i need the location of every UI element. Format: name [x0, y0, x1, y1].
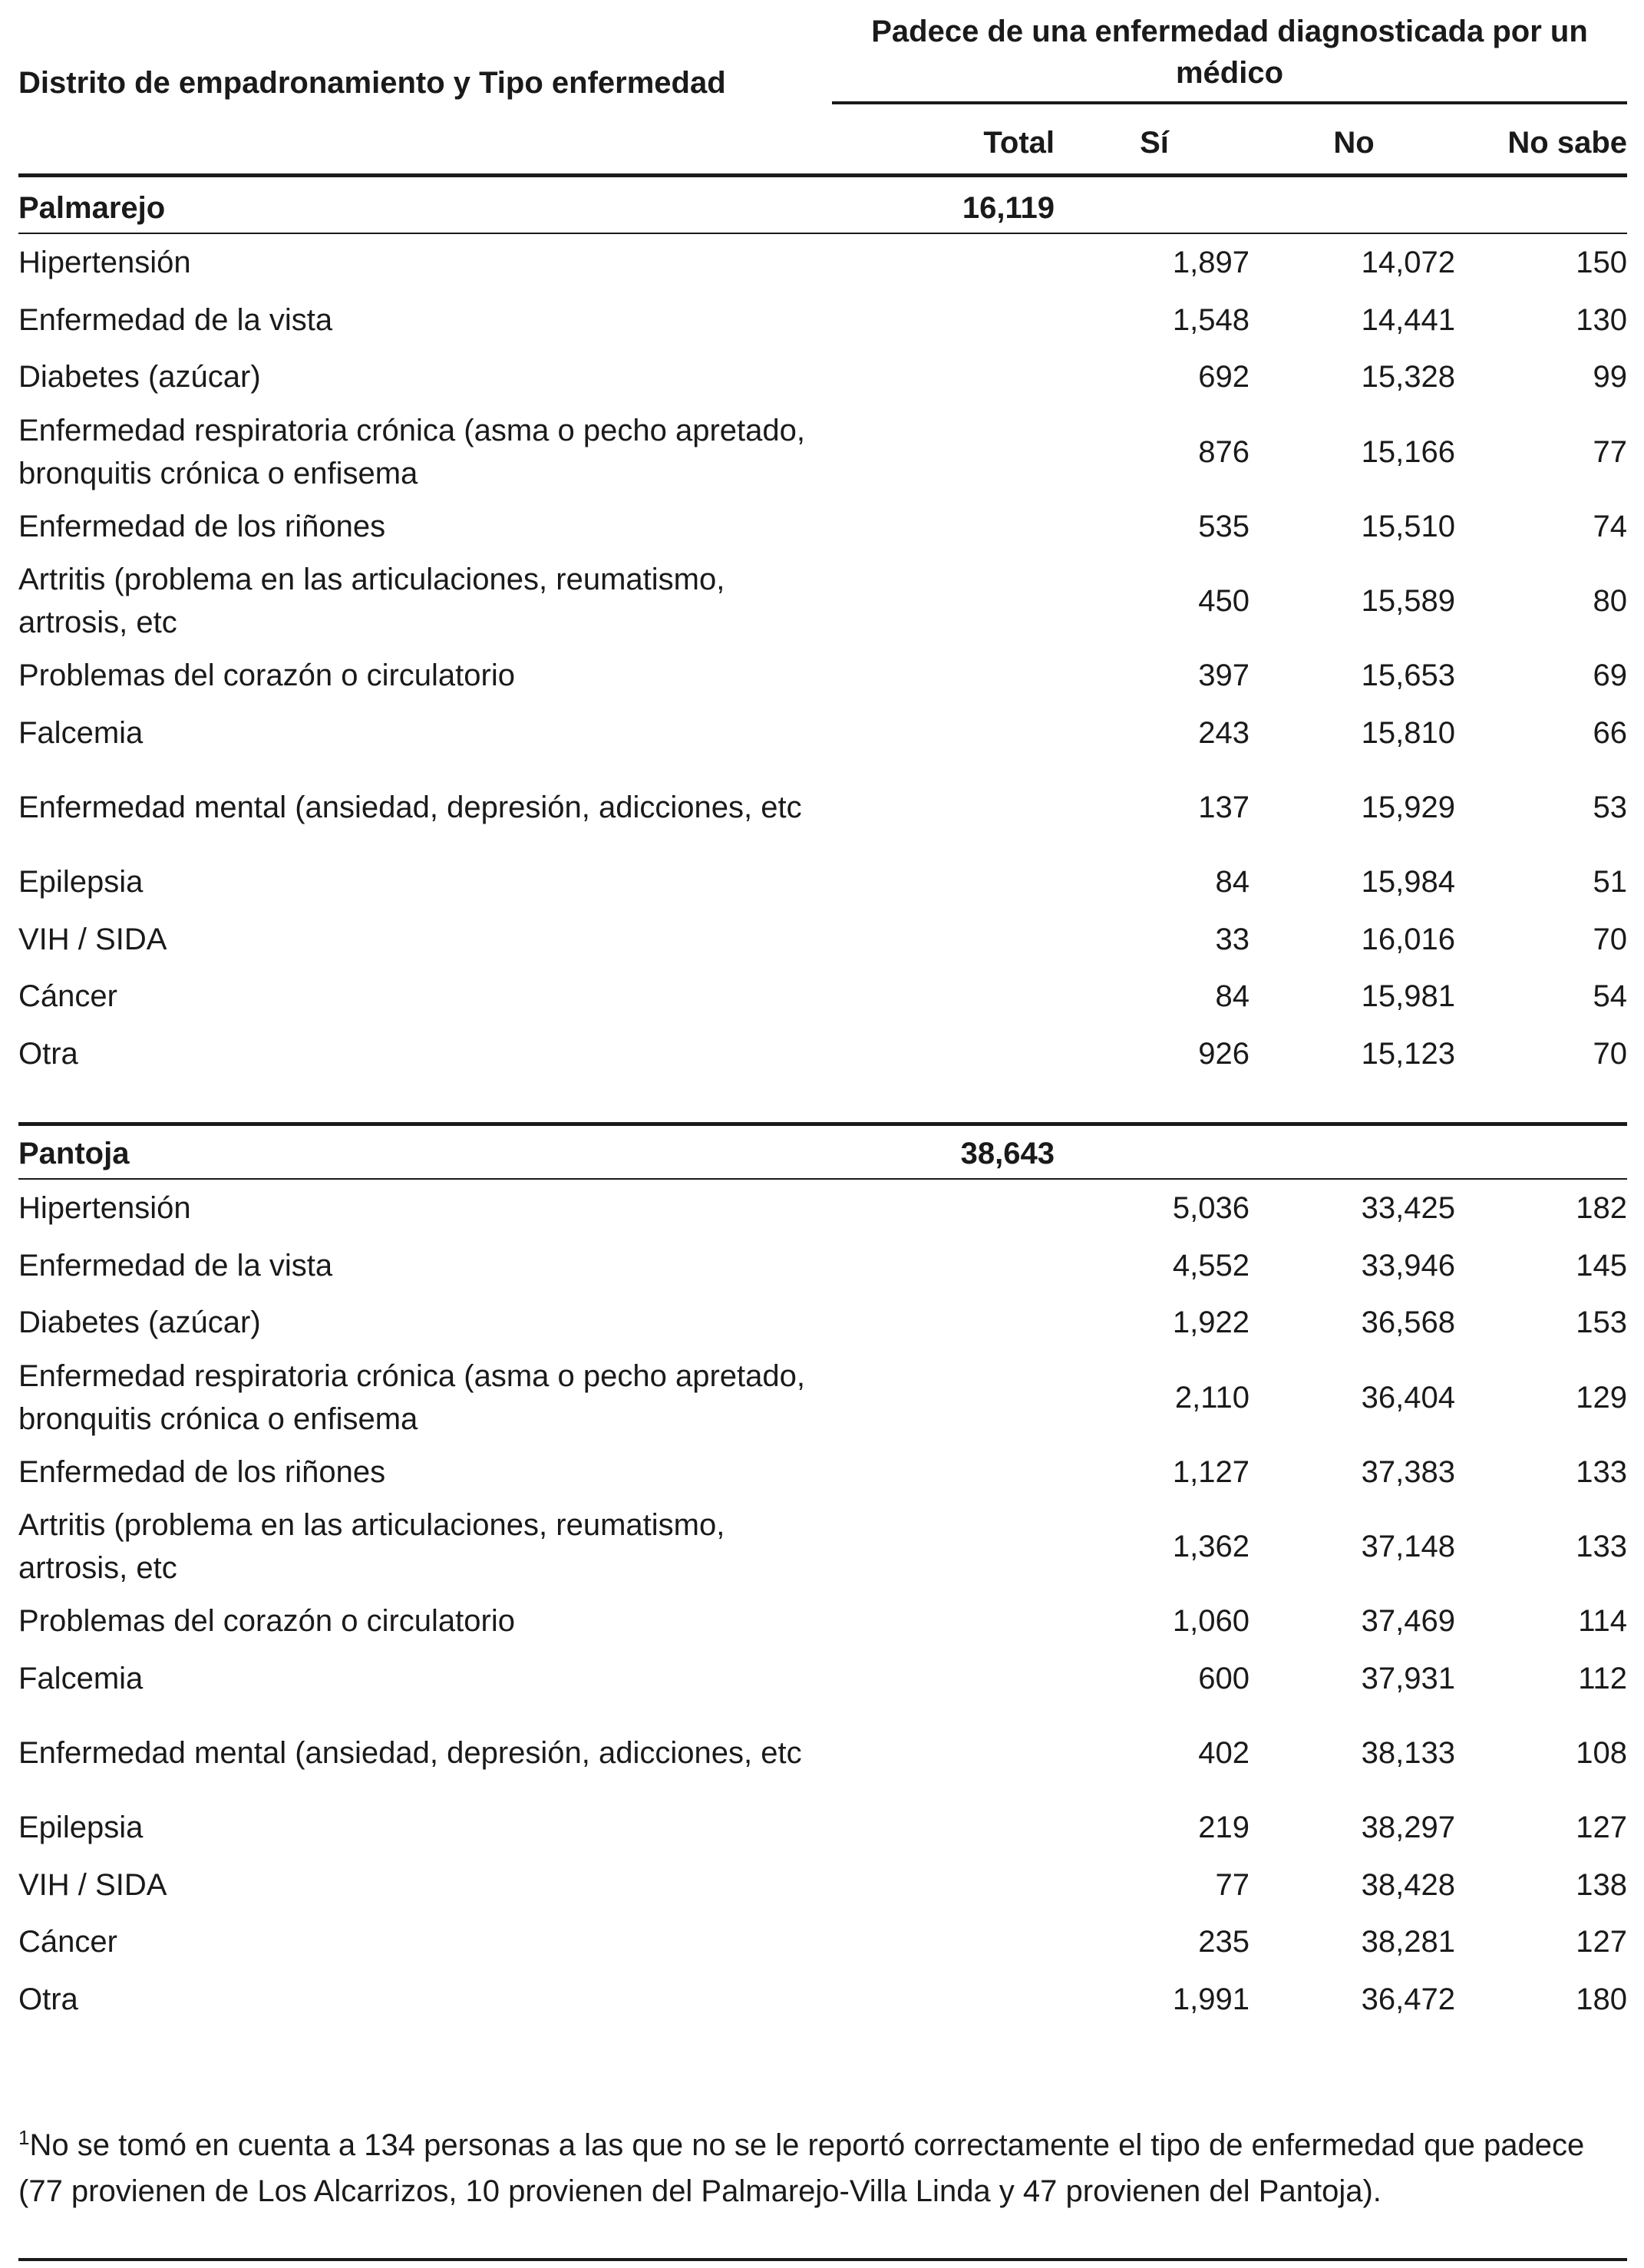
- disease-label: Enfermedad de los riñones: [18, 1454, 386, 1489]
- cell-no: 38,133: [1361, 1736, 1455, 1770]
- disease-label: Otra: [18, 1036, 78, 1071]
- cell-si: 402: [1198, 1736, 1250, 1770]
- cell-no: 36,568: [1361, 1306, 1455, 1340]
- table-row: [18, 853, 1627, 911]
- cell-no: 33,946: [1361, 1248, 1455, 1283]
- cell-no: 15,589: [1361, 584, 1455, 618]
- disease-label: Enfermedad respiratoria crónica (asma o pecho apretado, bronquitis crónica o enfisema: [18, 1358, 805, 1436]
- cell-si: 926: [1198, 1036, 1250, 1071]
- table-row: [18, 234, 1627, 292]
- cell-no: 14,441: [1361, 302, 1455, 337]
- footnote-marker: 1: [18, 2126, 30, 2149]
- table-row: [18, 647, 1627, 705]
- cell-no: 15,929: [1361, 791, 1455, 824]
- cell-si: 397: [1198, 659, 1250, 693]
- cell-si: 137: [1198, 791, 1250, 824]
- disease-label: Problemas del corazón o circulatorio: [18, 659, 515, 693]
- disease-label: Artritis (problema en las articulaciones, reumatismo, artrosis, etc: [18, 563, 725, 639]
- cell-no: 15,166: [1361, 434, 1455, 469]
- table-row: [18, 968, 1627, 1025]
- table-row: [18, 555, 1627, 647]
- table-row: [18, 498, 1627, 556]
- cell-no: 15,810: [1361, 715, 1455, 750]
- disease-label: Epilepsia: [18, 865, 144, 900]
- cell-si: 1,991: [1172, 1982, 1250, 2016]
- disease-label: Enfermedad respiratoria crónica (asma o pecho apretado, bronquitis crónica o enfisema: [18, 413, 805, 490]
- header-bottom-rule: [18, 173, 1627, 177]
- cell-no: 15,981: [1361, 979, 1455, 1014]
- disease-table: [18, 0, 1627, 2028]
- cell-no-sabe: 54: [1593, 979, 1627, 1014]
- cell-no: 36,472: [1361, 1982, 1455, 2016]
- cell-no: 16,016: [1361, 922, 1455, 956]
- table-row: [18, 1025, 1627, 1083]
- cell-no: 15,984: [1361, 865, 1455, 900]
- disease-label: Cáncer: [18, 1925, 117, 1959]
- disease-label: Epilepsia: [18, 1811, 144, 1845]
- column-header-no-sabe: No sabe: [1507, 126, 1627, 160]
- cell-si: 1,548: [1172, 302, 1250, 337]
- section-spacer: [18, 1082, 1627, 1122]
- cell-no-sabe: 51: [1593, 865, 1627, 900]
- cell-no-sabe: 108: [1576, 1736, 1627, 1770]
- table-row: [18, 348, 1627, 406]
- table-row: [18, 1913, 1627, 1971]
- footnote-bottom-rule: [18, 2258, 1627, 2261]
- cell-si: 4,552: [1172, 1248, 1250, 1283]
- table-row: [18, 1707, 1627, 1799]
- cell-si: 692: [1198, 360, 1250, 395]
- cell-si: 243: [1198, 715, 1250, 750]
- section-header: [18, 1126, 1627, 1180]
- section-name: Palmarejo: [18, 191, 166, 225]
- cell-no-sabe: 66: [1593, 715, 1627, 750]
- cell-no: 15,123: [1361, 1036, 1455, 1071]
- section-total: 16,119: [962, 191, 1055, 225]
- table-row: [18, 911, 1627, 969]
- cell-si: 2,110: [1174, 1380, 1250, 1415]
- table-row: [18, 406, 1627, 498]
- cell-no-sabe: 114: [1578, 1604, 1627, 1639]
- group-header: Padece de una enfermedad diagnosticada por un médico: [871, 15, 1588, 90]
- cell-si: 600: [1198, 1661, 1250, 1695]
- cell-no-sabe: 77: [1593, 434, 1627, 469]
- cell-si: 1,897: [1172, 246, 1250, 280]
- cell-si: 84: [1215, 865, 1250, 900]
- cell-no-sabe: 180: [1576, 1982, 1627, 2016]
- cell-si: 535: [1198, 509, 1250, 543]
- cell-si: 1,362: [1172, 1530, 1250, 1563]
- cell-no-sabe: 70: [1593, 1036, 1627, 1071]
- cell-no-sabe: 133: [1576, 1530, 1627, 1563]
- disease-label: VIH / SIDA: [18, 1867, 167, 1902]
- section-pantoja: [18, 1122, 1627, 2028]
- table-row: [18, 1971, 1627, 2029]
- table-row: [18, 1237, 1627, 1295]
- disease-label: Enfermedad de la vista: [18, 302, 333, 337]
- table-row: [18, 1294, 1627, 1352]
- row-label-header: Distrito de empadronamiento y Tipo enfermedad: [18, 66, 726, 100]
- disease-label: Enfermedad de los riñones: [18, 509, 386, 543]
- footnote: [18, 2122, 1627, 2214]
- cell-no-sabe: 112: [1578, 1661, 1627, 1695]
- cell-si: 235: [1198, 1925, 1250, 1959]
- cell-no: 15,510: [1361, 509, 1455, 543]
- cell-no-sabe: 127: [1576, 1925, 1627, 1959]
- cell-no: 37,931: [1361, 1661, 1455, 1695]
- table-row: [18, 705, 1627, 762]
- cell-no: 38,297: [1361, 1811, 1455, 1845]
- column-header-total: Total: [983, 126, 1055, 160]
- cell-no-sabe: 138: [1576, 1867, 1627, 1902]
- disease-label: Falcemia: [18, 1661, 144, 1695]
- table-row: [18, 1593, 1627, 1650]
- disease-label: Otra: [18, 1982, 78, 2016]
- cell-no: 38,281: [1361, 1925, 1455, 1959]
- group-header-rule: [832, 101, 1627, 104]
- cell-no: 37,148: [1361, 1530, 1455, 1563]
- cell-si: 77: [1215, 1867, 1250, 1902]
- disease-label: Enfermedad de la vista: [18, 1248, 333, 1283]
- table-row: [18, 1500, 1627, 1593]
- disease-label: Cáncer: [18, 979, 117, 1014]
- table-header: [18, 0, 1627, 180]
- disease-label: Hipertensión: [18, 1191, 191, 1226]
- cell-no-sabe: 145: [1576, 1248, 1627, 1283]
- cell-si: 33: [1215, 922, 1250, 956]
- cell-no-sabe: 70: [1593, 922, 1627, 956]
- cell-no-sabe: 129: [1576, 1380, 1627, 1415]
- cell-no-sabe: 53: [1593, 791, 1627, 824]
- table-row: [18, 1857, 1627, 1914]
- cell-no-sabe: 150: [1576, 246, 1627, 280]
- section-total: 38,643: [960, 1137, 1055, 1170]
- cell-no: 36,404: [1361, 1380, 1455, 1415]
- table-row: [18, 761, 1627, 853]
- cell-si: 219: [1198, 1811, 1250, 1845]
- cell-no: 37,383: [1361, 1454, 1455, 1489]
- cell-si: 876: [1198, 434, 1250, 469]
- cell-no-sabe: 99: [1593, 360, 1627, 395]
- footnote-text: No se tomó en cuenta a 134 personas a las que no se le reportó correctamente el tipo de enfermedad que padece (77 provienen de Los Alcarrizos, 10 provienen del Palmarejo-Villa Linda y 47 provienen del Pantoja).: [18, 2128, 1585, 2208]
- cell-no: 37,469: [1361, 1604, 1455, 1639]
- cell-no-sabe: 80: [1593, 584, 1627, 618]
- cell-no-sabe: 127: [1576, 1811, 1627, 1845]
- cell-no-sabe: 153: [1576, 1306, 1627, 1340]
- cell-si: 450: [1198, 584, 1250, 618]
- disease-label: Artritis (problema en las articulaciones, reumatismo, artrosis, etc: [18, 1508, 725, 1585]
- table-row: [18, 292, 1627, 349]
- cell-no: 38,428: [1361, 1867, 1455, 1902]
- disease-label: VIH / SIDA: [18, 922, 167, 956]
- cell-si: 1,060: [1172, 1604, 1250, 1639]
- section-name: Pantoja: [18, 1137, 130, 1170]
- table-row: [18, 1799, 1627, 1857]
- table-row: [18, 1444, 1627, 1501]
- cell-no-sabe: 74: [1593, 509, 1627, 543]
- cell-si: 84: [1215, 979, 1250, 1014]
- table-row: [18, 1180, 1627, 1237]
- cell-no-sabe: 182: [1576, 1191, 1627, 1226]
- table-row: [18, 1352, 1627, 1444]
- disease-label: Hipertensión: [18, 246, 191, 280]
- column-header-si: Sí: [1140, 126, 1169, 160]
- disease-label: Enfermedad mental (ansiedad, depresión, adicciones, etc: [18, 791, 802, 824]
- disease-label: Problemas del corazón o circulatorio: [18, 1604, 515, 1639]
- cell-si: 1,922: [1172, 1306, 1250, 1340]
- cell-no-sabe: 69: [1593, 659, 1627, 693]
- disease-label: Diabetes (azúcar): [18, 1306, 261, 1340]
- cell-no-sabe: 133: [1576, 1454, 1627, 1489]
- cell-si: 1,127: [1172, 1454, 1250, 1489]
- table-row: [18, 1650, 1627, 1708]
- cell-no: 33,425: [1361, 1191, 1455, 1226]
- column-header-no: No: [1333, 126, 1375, 160]
- cell-si: 5,036: [1172, 1191, 1250, 1226]
- cell-no: 15,328: [1361, 360, 1455, 395]
- cell-no-sabe: 130: [1576, 302, 1627, 337]
- disease-label: Falcemia: [18, 715, 144, 750]
- disease-label: Enfermedad mental (ansiedad, depresión, adicciones, etc: [18, 1736, 802, 1770]
- cell-no: 15,653: [1361, 659, 1455, 693]
- cell-no: 14,072: [1361, 246, 1455, 280]
- section-palmarejo: [18, 180, 1627, 1082]
- section-header: [18, 180, 1627, 234]
- disease-label: Diabetes (azúcar): [18, 360, 261, 395]
